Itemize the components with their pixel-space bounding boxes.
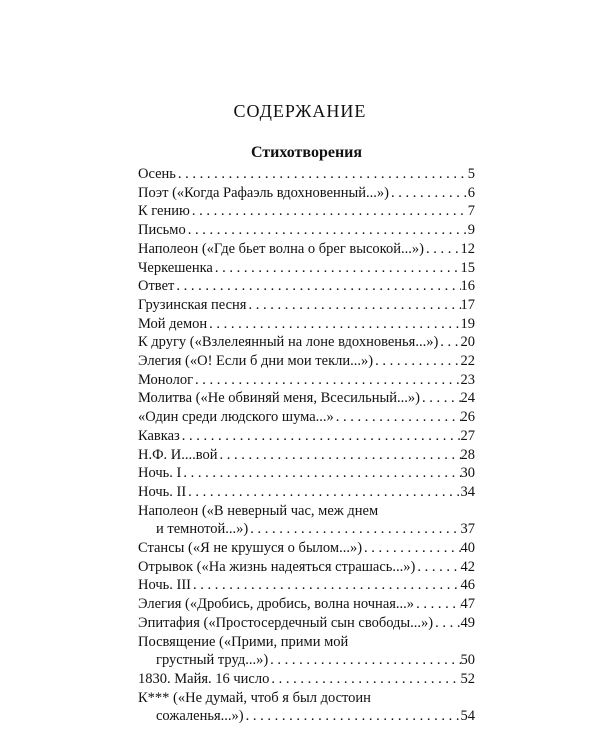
toc-entry-title-line1: Наполеон («В неверный час, меж днем bbox=[138, 502, 379, 519]
dot-leader bbox=[180, 427, 461, 446]
toc-entry-title: Наполеон («Где бьет волна о брег высокой...») bbox=[138, 240, 424, 257]
toc-entry bbox=[138, 296, 475, 315]
dot-leader bbox=[269, 670, 460, 689]
toc-entry-title: Ночь. III bbox=[138, 577, 191, 594]
dot-leader bbox=[174, 277, 460, 296]
toc-entry-title: Осень bbox=[138, 166, 176, 182]
toc-page-number: 20 bbox=[460, 334, 475, 351]
toc-entry bbox=[138, 408, 475, 427]
toc-entry-title: «Один среди людского шума...» bbox=[138, 409, 334, 426]
dot-leader bbox=[438, 333, 460, 352]
toc-page-number: 50 bbox=[460, 652, 475, 669]
toc-page-number: 42 bbox=[460, 558, 475, 575]
dot-leader bbox=[186, 483, 460, 502]
toc-entry-title: Отрывок («На жизнь надеяться страшась...») bbox=[138, 558, 416, 575]
dot-leader bbox=[191, 576, 461, 595]
dot-leader bbox=[373, 352, 460, 371]
toc-entry-title: Письмо bbox=[138, 222, 186, 239]
toc-page-number: 30 bbox=[460, 465, 475, 482]
toc-page-number: 16 bbox=[460, 278, 475, 295]
toc-entry-title: Элегия («О! Если б дни мои текли...») bbox=[138, 353, 374, 370]
toc-entry bbox=[138, 558, 475, 577]
page-title: СОДЕРЖАНИЕ bbox=[233, 101, 367, 121]
toc-entry-title: К гению bbox=[138, 203, 190, 220]
toc-page-number: 6 bbox=[467, 184, 475, 201]
dot-leader bbox=[248, 520, 460, 539]
toc-entry bbox=[138, 576, 475, 595]
toc-page-number: 24 bbox=[460, 390, 475, 407]
dot-leader bbox=[334, 408, 461, 427]
toc-entry bbox=[138, 670, 475, 689]
toc-entry-title-line2: грустный труд...») bbox=[156, 652, 269, 669]
toc-entry-title: Ответ bbox=[138, 278, 175, 295]
dot-leader bbox=[193, 371, 460, 390]
toc-entry-title: Стансы («Я не крушуся о былом...») bbox=[138, 540, 363, 557]
toc-page-number: 47 bbox=[460, 596, 475, 613]
section-title: Стихотворения bbox=[250, 144, 363, 161]
toc-entry-title: Молитва («Не обвиняй меня, Всесильный...») bbox=[138, 390, 420, 407]
toc-entry bbox=[138, 502, 475, 539]
toc-page-number: 23 bbox=[460, 371, 475, 388]
toc-entry-title: Грузинская песня bbox=[138, 296, 247, 313]
dot-leader bbox=[424, 240, 461, 259]
toc-entry bbox=[138, 352, 475, 371]
toc-page-number: 27 bbox=[460, 427, 475, 444]
toc-page-number: 46 bbox=[460, 577, 475, 594]
dot-leader bbox=[190, 202, 468, 221]
toc-entry bbox=[138, 221, 475, 240]
toc-entry bbox=[138, 315, 475, 334]
dot-leader bbox=[213, 259, 461, 278]
toc-entry-title: Ночь. I bbox=[138, 465, 182, 482]
toc-entry-title: Поэт («Когда Рафаэль вдохновенный...») bbox=[138, 184, 389, 201]
toc-entry bbox=[138, 259, 475, 278]
dot-leader bbox=[176, 165, 468, 184]
toc-entry bbox=[138, 483, 475, 502]
toc-entry bbox=[138, 389, 475, 408]
toc-page-number: 19 bbox=[460, 315, 475, 332]
toc-entry-title: Монолог bbox=[138, 371, 194, 388]
toc-entry-title: К другу («Взлелеянный на лоне вдохновенья...») bbox=[138, 334, 439, 351]
toc-entry-title-line1: К*** («Не думай, чтоб я был достоин bbox=[138, 689, 371, 706]
toc-entry-title: Н.Ф. И....вой bbox=[138, 446, 218, 463]
dot-leader bbox=[389, 184, 468, 203]
dot-leader bbox=[207, 315, 460, 334]
toc-page-number: 12 bbox=[460, 240, 475, 257]
toc-entry bbox=[138, 633, 475, 670]
toc-entry-title-line1: Посвящение («Прими, прими мой bbox=[138, 633, 349, 650]
toc-entry-title: Элегия («Дробись, дробись, волна ночная...» bbox=[138, 596, 415, 613]
dot-leader bbox=[186, 221, 468, 240]
dot-leader bbox=[218, 446, 461, 465]
toc-page-number: 9 bbox=[467, 222, 475, 239]
toc-entry bbox=[138, 333, 475, 352]
toc-page-number: 15 bbox=[460, 259, 475, 276]
toc-entry bbox=[138, 202, 475, 221]
dot-leader bbox=[181, 464, 460, 483]
toc-page-number: 22 bbox=[460, 353, 475, 370]
toc-page-number: 28 bbox=[460, 446, 475, 463]
toc-page-number: 7 bbox=[467, 203, 475, 220]
toc-entry-title-line2: и темнотой...») bbox=[156, 521, 249, 538]
toc-page-number: 5 bbox=[467, 166, 475, 182]
toc-entry bbox=[138, 371, 475, 390]
toc-entry bbox=[138, 427, 475, 446]
dot-leader bbox=[268, 651, 460, 670]
toc-entry bbox=[138, 614, 475, 633]
toc-page-number: 17 bbox=[460, 296, 475, 313]
table-of-contents bbox=[138, 165, 475, 726]
toc-entry-title-line2: сожаленья...») bbox=[156, 708, 244, 725]
toc-page-number: 26 bbox=[460, 409, 475, 426]
toc-entry bbox=[138, 595, 475, 614]
dot-leader bbox=[244, 707, 461, 726]
toc-entry bbox=[138, 240, 475, 259]
toc-page-number: 49 bbox=[460, 614, 475, 631]
toc-page-number: 54 bbox=[460, 708, 475, 725]
dot-leader bbox=[414, 595, 460, 614]
toc-entry bbox=[138, 464, 475, 483]
toc-entry-title: Ночь. II bbox=[138, 483, 187, 500]
toc-entry bbox=[138, 689, 475, 726]
toc-entry bbox=[138, 184, 475, 203]
toc-page-number: 52 bbox=[460, 670, 475, 687]
toc-entry bbox=[138, 539, 475, 558]
toc-entry-title: Эпитафия («Простосердечный сын свободы...») bbox=[138, 614, 434, 631]
dot-leader bbox=[415, 558, 460, 577]
dot-leader bbox=[433, 614, 460, 633]
dot-leader bbox=[246, 296, 460, 315]
toc-entry-title: 1830. Майя. 16 число bbox=[138, 670, 270, 687]
toc-entry-title: Черкешенка bbox=[138, 259, 213, 276]
dot-leader bbox=[420, 389, 461, 408]
toc-entry bbox=[138, 277, 475, 296]
toc-entry-title: Мой демон bbox=[138, 315, 208, 332]
toc-page-number: 40 bbox=[460, 540, 475, 557]
toc-entry bbox=[138, 446, 475, 465]
toc-page-number: 34 bbox=[460, 483, 475, 500]
dot-leader bbox=[362, 539, 460, 558]
toc-entry-title: Кавказ bbox=[138, 427, 180, 444]
toc-page-number: 37 bbox=[460, 521, 475, 538]
toc-entry bbox=[138, 165, 475, 184]
